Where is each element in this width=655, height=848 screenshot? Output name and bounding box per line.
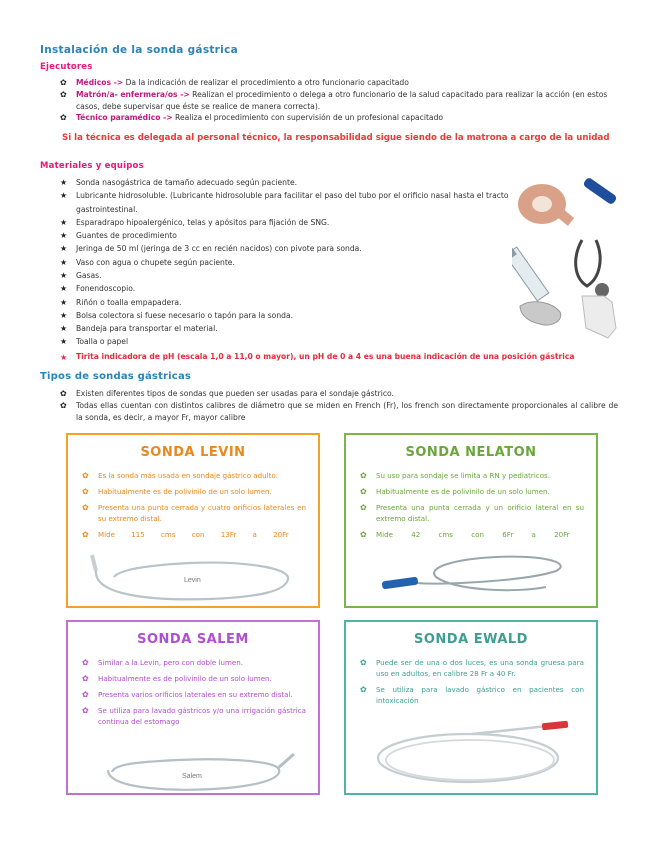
list-item-text: Jeringa de 50 ml (jeringa de 3 cc en recién nacidos) con pivote para sonda. — [76, 244, 362, 254]
executor-text: Realizan el procedimiento o delega a otro funcionario de la salud capacitado para realizar la acción (en estos casos, debe supervisar que éste se realice de manera correcta). — [76, 89, 608, 111]
flower-bullet-icon: ✿ — [82, 486, 89, 496]
list-item-text: Esparadrapo hipoalergénico, telas y apósitos para fijación de SNG. — [76, 217, 330, 227]
ph-highlight-text: Tirita indicadora de pH (escala 1,0 a 11,0 o mayor), un pH de 0 a 4 es una buena indicación de una posición gástrica — [76, 352, 575, 361]
star-bullet-icon: ★ — [60, 324, 68, 334]
list-item — [358, 685, 584, 707]
flower-bullet-icon: ✿ — [82, 689, 89, 699]
list-item — [60, 352, 620, 363]
star-bullet-icon: ★ — [60, 310, 68, 320]
list-item — [80, 503, 306, 525]
flower-bullet-icon: ✿ — [360, 529, 367, 539]
executor-item — [60, 112, 620, 124]
list-item-text: Fonendoscopio. — [76, 284, 136, 294]
executors-list — [60, 77, 620, 124]
card-sonda-salem — [66, 620, 320, 795]
list-item-text: Presenta una punta cerrada y cuatro orificios laterales en su extremo distal. — [98, 502, 306, 523]
list-item-text: Similar a la Levin, pero con doble lumen. — [98, 658, 244, 667]
flower-bullet-icon: ✿ — [360, 486, 367, 496]
executors-heading: Ejecutores — [40, 62, 93, 72]
list-item-text: Presenta varios orificios laterales en su extremo distal. — [98, 689, 293, 699]
executor-text: Realiza el procedimiento con supervisión de un profesional capacitado — [172, 113, 444, 123]
flower-bullet-icon: ✿ — [360, 502, 367, 512]
flower-bullet-icon: ✿ — [360, 471, 367, 480]
executor-item — [60, 89, 620, 113]
list-item — [60, 189, 510, 216]
list-item — [358, 471, 584, 482]
list-item — [60, 216, 510, 229]
list-item-text: Se utiliza para lavado gástricos y/o una irrigación gástrica continua del estomago — [98, 705, 306, 726]
list-item — [80, 690, 306, 701]
card-sonda-nelaton — [344, 433, 598, 608]
flower-bullet-icon: ✿ — [82, 673, 89, 683]
materials-heading: Materiales y equipos — [40, 161, 144, 171]
executor-text: Da la indicación de realizar el procedimiento a otro funcionario capacitado — [123, 78, 409, 87]
salem-tube-image — [98, 748, 298, 794]
executor-item — [60, 77, 620, 89]
list-item — [60, 400, 618, 424]
kidney-dish-image — [520, 302, 561, 325]
list-item — [60, 256, 510, 269]
ewald-tube-image — [372, 718, 578, 792]
ph-strip-note — [60, 352, 620, 363]
flower-bullet-icon: ✿ — [60, 400, 67, 410]
list-item-text: Mide 42 cms con 6Fr a 20Fr — [376, 529, 570, 539]
materials-list — [60, 176, 510, 349]
delegation-warning: Si la técnica es delegada al personal técnico, la responsabilidad sigue siendo de la matrona a cargo de la unidad — [62, 133, 610, 143]
star-bullet-icon: ★ — [60, 244, 68, 254]
glove-image — [582, 296, 616, 338]
list-item-text: Bandeja para transportar el material. — [76, 324, 218, 334]
star-bullet-icon: ★ — [60, 284, 68, 294]
list-item — [358, 530, 584, 541]
list-item — [60, 309, 510, 322]
executor-role: Matrón/a- enfermera/os -> — [76, 89, 190, 99]
list-item-text: Riñón o toalla empapadera. — [76, 297, 182, 307]
list-item-text: Presenta una punta cerrada y un orificio lateral en su extremo distal. — [376, 502, 584, 523]
card-title: SONDA SALEM — [137, 632, 249, 647]
card-list — [80, 471, 306, 546]
list-item — [358, 503, 584, 525]
star-bullet-icon: ★ — [60, 353, 68, 362]
star-bullet-icon: ★ — [60, 337, 68, 347]
list-item-text: Se utiliza para lavado gástrico en pacientes con intoxicación — [376, 684, 584, 705]
tube-label: Salem — [182, 773, 202, 780]
list-item-text: Mide 115 cms con 13Fr a 20Fr — [98, 529, 289, 539]
flower-bullet-icon: ✿ — [82, 705, 89, 715]
list-item — [80, 487, 306, 498]
flower-bullet-icon: ✿ — [82, 529, 89, 539]
list-item — [60, 176, 510, 189]
list-item — [60, 282, 510, 295]
card-title: SONDA EWALD — [414, 632, 528, 647]
list-item-text: Es la sonda más usada en sondaje gástrico adulto. — [98, 471, 278, 480]
tube-label: Levin — [184, 577, 201, 584]
flower-bullet-icon: ✿ — [60, 113, 67, 123]
list-item — [60, 296, 510, 309]
star-bullet-icon: ★ — [60, 270, 68, 280]
card-title: SONDA NELATON — [405, 445, 537, 460]
card-sonda-ewald — [344, 620, 598, 795]
flower-bullet-icon: ✿ — [360, 684, 367, 694]
flower-bullet-icon: ✿ — [360, 658, 367, 667]
flower-bullet-icon: ✿ — [82, 502, 89, 512]
star-bullet-icon: ★ — [60, 178, 68, 187]
list-item — [80, 471, 306, 482]
flower-bullet-icon: ✿ — [60, 89, 67, 99]
card-list — [80, 658, 306, 733]
types-list — [60, 388, 618, 423]
flower-bullet-icon: ✿ — [60, 389, 67, 398]
materials-illustration — [512, 178, 622, 348]
executor-role: Técnico paramédico -> — [76, 113, 173, 123]
list-item-text: Lubricante hidrosoluble. (Lubricante hidrosoluble para facilitar el paso del tubo por el orificio nasal hasta el tracto gastrointestinal. — [76, 191, 509, 214]
list-item-text: Habitualmente es de polivinilo de un solo lumen. — [376, 486, 550, 496]
flower-bullet-icon: ✿ — [60, 78, 67, 87]
page-title: Instalación de la sonda gástrica — [40, 44, 238, 56]
card-title: SONDA LEVIN — [140, 445, 246, 460]
star-bullet-icon: ★ — [60, 191, 68, 201]
syringe-image — [512, 243, 549, 301]
stethoscope-image — [576, 240, 609, 297]
list-item-text: Existen diferentes tipos de sondas que pueden ser usadas para el sondaje gástrico. — [76, 389, 394, 398]
types-heading: Tipos de sondas gástricas — [40, 371, 192, 382]
star-bullet-icon: ★ — [60, 297, 68, 307]
list-item-text: Vaso con agua o chupete según paciente. — [76, 257, 235, 267]
list-item — [80, 658, 306, 669]
list-item — [60, 229, 510, 242]
lubricant-tube-image — [582, 178, 617, 205]
list-item-text: Todas ellas cuentan con distintos calibres de diámetro que se miden en French (Fr), los french son directamente proporcionales al calibre de la sonda, es decir, a mayor Fr, mayor calibre — [76, 400, 618, 422]
list-item — [60, 269, 510, 282]
levin-tube-image — [90, 551, 300, 605]
list-item — [80, 706, 306, 728]
list-item-text: Su uso para sondaje se limita a RN y pediatricos. — [376, 471, 550, 480]
list-item-text: Puede ser de una o dos luces, es una sonda gruesa para uso en adultos, en calibre 28 Fr a 40 Fr. — [376, 658, 584, 678]
list-item-text: Habitualmente es de polivinilo de un solo lumen. — [98, 486, 272, 496]
list-item-text: Toalla o papel — [76, 337, 129, 347]
nelaton-tube-image — [376, 547, 576, 605]
star-bullet-icon: ★ — [60, 257, 68, 267]
card-list — [358, 471, 584, 546]
card-list — [358, 658, 584, 712]
list-item-text: Gasas. — [76, 270, 102, 280]
list-item-text: Habitualmente es de polivinilo de un solo lumen. — [98, 673, 272, 683]
list-item — [60, 335, 510, 348]
list-item-text: Bolsa colectora si fuese necesario o tapón para la sonda. — [76, 310, 294, 320]
card-sonda-levin — [66, 433, 320, 608]
flower-bullet-icon: ✿ — [82, 658, 89, 667]
list-item-text: Guantes de procedimiento — [76, 231, 177, 241]
star-bullet-icon: ★ — [60, 217, 68, 227]
list-item — [358, 487, 584, 498]
list-item — [80, 530, 306, 541]
list-item — [358, 658, 584, 680]
list-item-text: Sonda nasogástrica de tamaño adecuado según paciente. — [76, 178, 298, 187]
list-item — [80, 674, 306, 685]
list-item — [60, 322, 510, 335]
list-item — [60, 388, 618, 400]
flower-bullet-icon: ✿ — [82, 471, 89, 480]
executor-role: Médicos -> — [76, 78, 124, 87]
star-bullet-icon: ★ — [60, 231, 68, 241]
tape-roll-image — [518, 184, 574, 226]
list-item — [60, 242, 510, 255]
